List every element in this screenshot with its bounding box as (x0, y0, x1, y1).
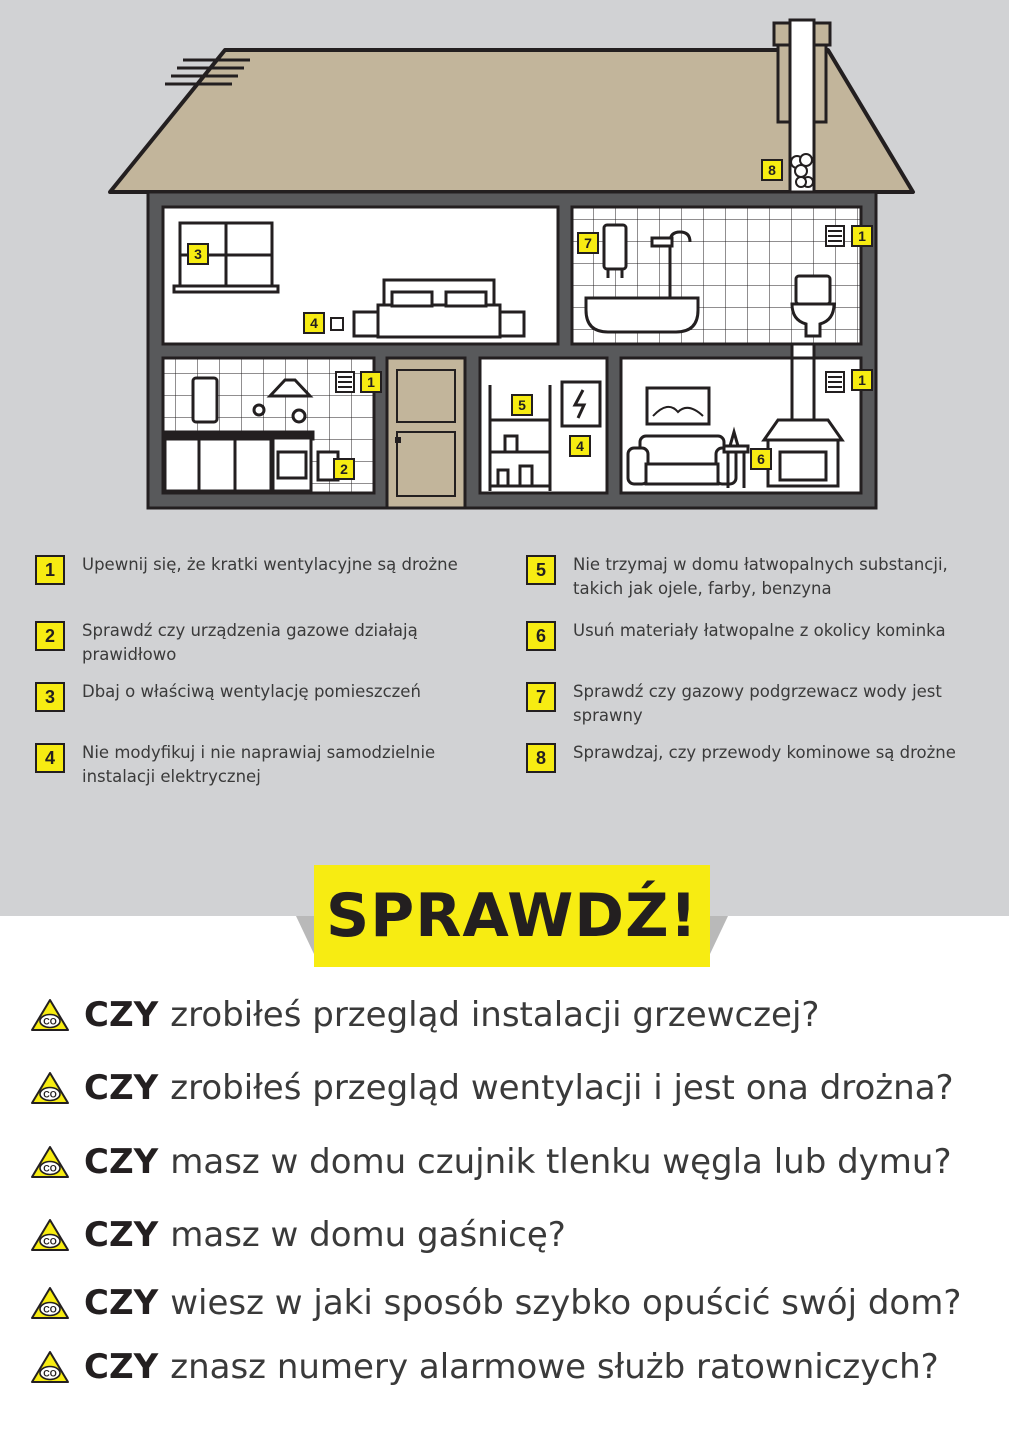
co-warning-icon (30, 1218, 70, 1252)
legend-number: 2 (35, 621, 65, 651)
question-text: wiesz w jaki sposób szybko opuścić swój dom? (170, 1283, 962, 1323)
marker-shelf (512, 395, 532, 415)
svg-text:6: 6 (757, 451, 765, 467)
question-lead: CZY (84, 1215, 159, 1255)
co-icon-label: CO (43, 1089, 57, 1100)
question-item (30, 1347, 939, 1387)
chimney-pipe-lower (792, 344, 814, 358)
svg-text:8: 8 (768, 162, 776, 178)
co-icon-label: CO (43, 1163, 57, 1174)
question-item (30, 1142, 952, 1182)
legend-text: Dbaj o właściwą wentylację pomieszczeń (82, 682, 421, 701)
co-warning-icon (30, 1145, 70, 1179)
question-text: znasz numery alarmowe służb ratowniczych? (170, 1347, 939, 1387)
legend-text: Sprawdź czy gazowy podgrzewacz wody jest sprawny (573, 682, 942, 725)
marker-vent-kitchen (361, 372, 381, 392)
legend-text: Usuń materiały łatwopalne z okolicy kominka (573, 621, 946, 640)
legend-number: 1 (35, 555, 65, 585)
legend-number: 8 (526, 743, 556, 773)
question-text: zrobiłeś przegląd wentylacji i jest ona drożna? (170, 1068, 954, 1108)
legend-number: 5 (526, 555, 556, 585)
legend-text: Upewnij się, że kratki wentylacyjne są drożne (82, 555, 458, 574)
co-warning-icon (30, 1286, 70, 1320)
banner (314, 865, 710, 967)
svg-text:7: 7 (584, 235, 592, 251)
question-item (30, 1283, 961, 1323)
legend-text: Nie modyfikuj i nie naprawiaj samodzielnie instalacji elektrycznej (82, 743, 436, 786)
marker-fireplace (751, 449, 771, 469)
house-illustration (0, 0, 1009, 520)
svg-text:5: 5 (518, 397, 526, 413)
co-icon-label: CO (43, 1304, 57, 1315)
svg-text:2: 2 (340, 461, 348, 477)
question-lead: CZY (84, 1347, 159, 1387)
co-warning-icon (30, 1350, 70, 1384)
marker-vent-bathroom (852, 226, 872, 246)
legend-number: 3 (35, 682, 65, 712)
sofa-icon (628, 436, 736, 484)
legend-item-2 (35, 619, 418, 667)
question-item (30, 1215, 566, 1255)
marker-window (188, 244, 208, 264)
legend-item-1 (35, 553, 458, 585)
legend-item-8 (526, 741, 956, 773)
legend-number: 6 (526, 621, 556, 651)
question-text: masz w domu gaśnicę? (170, 1215, 566, 1255)
svg-text:1: 1 (858, 228, 866, 244)
socket-icon (331, 318, 343, 330)
co-warning-icon (30, 1071, 70, 1105)
question-lead: CZY (84, 1068, 159, 1108)
question-lead: CZY (84, 995, 159, 1035)
legend-item-4 (35, 741, 435, 789)
marker-electric-box (570, 436, 590, 456)
legend-item-6 (526, 619, 946, 651)
co-icon-label: CO (43, 1016, 57, 1027)
marker-socket (304, 313, 324, 333)
co-icon-label: CO (43, 1236, 57, 1247)
svg-text:3: 3 (194, 246, 202, 262)
co-warning-icon (30, 998, 70, 1032)
electric-box-icon (562, 382, 600, 426)
banner-title: SPRAWDŹ! (326, 881, 698, 951)
legend-number: 7 (526, 682, 556, 712)
marker-chimney (762, 160, 782, 180)
svg-text:4: 4 (576, 438, 584, 454)
legend-text: Sprawdzaj, czy przewody kominowe są drożne (573, 743, 956, 762)
marker-vent-livingroom (852, 370, 872, 390)
legend-text: Nie trzymaj w domu łatwopalnych substancji, takich jak ojele, farby, benzyna (573, 555, 948, 598)
painting-icon (647, 388, 709, 424)
legend-item-5 (526, 553, 948, 601)
question-text: masz w domu czujnik tlenku węgla lub dymu? (170, 1142, 952, 1182)
marker-water-heater (578, 233, 598, 253)
water-heater-icon (604, 225, 626, 278)
vent-grille-icon (336, 372, 354, 392)
question-text: zrobiłeś przegląd instalacji grzewczej? (170, 995, 820, 1035)
svg-text:1: 1 (858, 372, 866, 388)
question-item (30, 1068, 954, 1108)
vent-grille-icon (826, 372, 844, 392)
legend-item-7 (526, 680, 942, 728)
co-icon-label: CO (43, 1368, 57, 1379)
banner-fold-right (710, 916, 728, 954)
marker-gas-stove (334, 459, 354, 479)
question-item (30, 995, 819, 1035)
svg-text:1: 1 (367, 374, 375, 390)
svg-text:4: 4 (310, 315, 318, 331)
vent-grille-icon (826, 226, 844, 246)
question-lead: CZY (84, 1283, 159, 1323)
legend-item-3 (35, 680, 421, 712)
legend-text: Sprawdź czy urządzenia gazowe działają prawidłowo (82, 621, 418, 664)
legend-number: 4 (35, 743, 65, 773)
question-lead: CZY (84, 1142, 159, 1182)
banner-fold-left (296, 916, 314, 954)
